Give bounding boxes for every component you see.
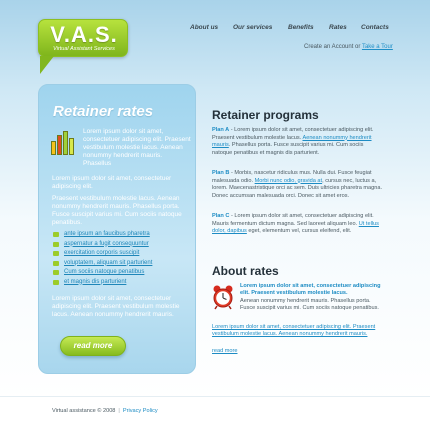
about-body-text: Aenean nonummy hendrerit mauris. Phasellus porta. Fusce suscipit varius mi. Cum sociis natoque penatibus. (240, 298, 379, 312)
copyright-text: Virtual assistance © 2008 (52, 408, 116, 414)
nav-about-us[interactable]: About us (190, 24, 219, 31)
nav-rates[interactable]: Rates (329, 24, 347, 31)
nav-benefits[interactable]: Benefits (288, 24, 314, 31)
panel-title: Retainer rates (53, 103, 154, 120)
panel-paragraph-1: Lorem ipsum dolor sit amet, consectetuer adipiscing elit. (52, 175, 172, 190)
bar-chart-icon (51, 129, 77, 155)
about-rates-heading: About rates (212, 264, 279, 278)
read-more-button[interactable]: read more (60, 336, 126, 356)
take-tour-link[interactable]: Take a Tour (361, 44, 393, 50)
plan-a-link[interactable]: Aenean nonummy hendrerit mauris (212, 134, 372, 148)
list-item[interactable]: voluptatem, aliquam sit parturient (52, 260, 188, 270)
check-icon (53, 261, 59, 266)
logo-speech-tail (40, 56, 54, 74)
footer-divider (0, 396, 430, 397)
logo[interactable] (38, 19, 128, 57)
programs-heading: Retainer programs (212, 108, 319, 122)
list-item[interactable]: exercitation corporis suscipit (52, 250, 188, 260)
plan-b: Plan B - Morbis, nascetur ridiculus mus. Nulla dui. Fusce feugiat malesuada odio. Morbi nunc odio, gravida at, cursus nec, luctus a, lorem. Maecenastristique orci ac sem. Duis ultricies pharetra magna. Donec accumsan malesuada orci. Donec sit amet eros. (212, 170, 383, 199)
list-item[interactable]: et magnis dis parturient (52, 279, 188, 289)
plan-a: Plan A - Lorem ipsum dolor sit amet, consectetuer adipiscing elit. Praesent vestibulum molestie lacus. Aenean nonummy hendrerit mauris. Phasellus porta. Fusce suscipit varius mi. Cum sociis natoque penatibus et magnis dis parturient. (212, 127, 374, 156)
about-lead-text: Lorem ipsum dolor sit amet, consectetuer adipiscing elit. Praesent vestibulum molestie lacus. (240, 283, 381, 297)
nav-our-services[interactable]: Our services (233, 24, 273, 31)
check-icon (53, 270, 59, 275)
logo-title: V.A.S. (50, 22, 118, 47)
footer (52, 408, 158, 414)
plan-c: Plan C - Lorem ipsum dolor sit amet, consectetuer adipiscing elit. Mauris fermentum dictum magna. Sed laoreet aliquam leo. Ut tellus dolor, dapibus eget, elementum vel, cursus eleifend, elit. (212, 213, 379, 234)
panel-link-list (52, 231, 188, 288)
list-item[interactable]: Cum sociis natoque penatibus (52, 269, 188, 279)
about-read-more-link[interactable]: read more (212, 348, 238, 354)
retainer-rates-panel (38, 84, 196, 374)
account-prefix: Create an Account or (304, 44, 362, 50)
check-icon (53, 251, 59, 256)
check-icon (53, 242, 59, 247)
panel-paragraph-2: Praesent vestibulum molestie lacus. Aenean nonummy hendrerit mauris. Phasellus porta. Fusce suscipit varius mi. Cum sociis natoque penatibus. (52, 195, 182, 226)
panel-paragraph-3: Lorem ipsum dolor sit amet, consectetuer adipiscing elit. Praesent vestibulum molestie lacus. Aenean nonummy hendrerit mauris. (52, 295, 180, 318)
alarm-clock-icon (212, 284, 234, 310)
list-item[interactable]: ante ipsum an faucibus pharetra (52, 231, 188, 241)
list-item[interactable]: aspernatur a fugit consequuntur (52, 241, 188, 251)
check-icon (53, 280, 59, 285)
account-prompt (304, 44, 393, 50)
plan-b-link[interactable]: Morbi nunc odio, gravida at (254, 177, 323, 184)
check-icon (53, 232, 59, 237)
logo-subtitle: Virtual Assistant Services (53, 46, 115, 52)
panel-intro-text: Lorem ipsum dolor sit amet, consectetuer adipiscing elit. Praesent vestibulum molestie lacus. Aenean nonummy hendrerit mauris. Phasellus (83, 128, 191, 167)
about-link[interactable]: Lorem ipsum dolor sit amet, consectetuer adipiscing elit. Praesent vestibulum molestie lacus. Aenean nonummy hendrerit mauris. (212, 324, 376, 338)
main-nav (190, 24, 390, 34)
nav-contacts[interactable]: Contacts (361, 24, 389, 31)
footer-separator: | (118, 408, 120, 414)
privacy-policy-link[interactable]: Privacy Policy (122, 408, 158, 414)
plan-c-link[interactable]: Ut tellus dolor, dapibus (212, 220, 379, 234)
